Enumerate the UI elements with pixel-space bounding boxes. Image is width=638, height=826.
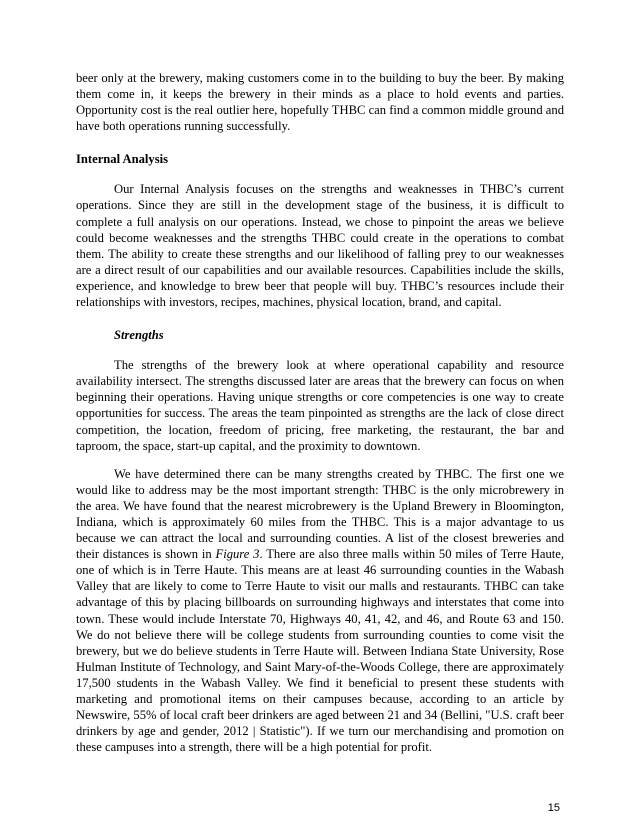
section-heading-internal-analysis: Internal Analysis (76, 152, 169, 167)
internal-analysis-paragraph: Our Internal Analysis focuses on the strengths and weaknesses in THBC’s current operations. Since they are still in the development stage of the business, it is difficult to complete a full analysis on our operations. Instead, we chose to pinpoint the areas we believe could become weaknesses and the strengths THBC could create in the operations to combat them. The ability to create these strengths and our likelihood of falling prey to our weaknesses are a direct result of our capabilities and our available resources. Capabilities include the skills, experience, and knowledge to brew beer that people will buy. THBC’s resources include their relationships with investors, recipes, machines, physical location, brand, and capital. (76, 182, 564, 310)
strengths-paragraph-2-part-2: . There are also three malls within 50 miles of Terre Haute, one of which is in Terre Haute. This means are at least 46 surrounding counties in the Wabash Valley that are likely to come to Terre Haute to visit our malls and restaurants. THBC can take advantage of this by placing billboards on surrounding highways and interstates that come into town. These would include Interstate 70, Highways 40, 41, 42, and 46, and Route 63 and 150. We do not believe there will be college students from surrounding counties to come visit the brewery, but we do believe students in Terre Haute will. Between Indiana State University, Rose Hulman Institute of Technology, and Saint Mary-of-the-Woods College, there are approximately 17,500 students in the Wabash Valley. We find it beneficial to present these students with marketing and promotional items on their campuses because, according to an article by Newswire, 55% of local craft beer drinkers are aged between 21 and 34 (Bellini, "U.S. craft beer drinkers by age and gender, 2012 | Statistic"). If we turn our merchandising and promotion on these campuses into a strength, there will be a high potential for profit. (76, 547, 564, 755)
strengths-paragraph-1: The strengths of the brewery look at where operational capability and resource availability intersect. The strengths discussed later are areas that the brewery can focus on when beginning their operations. Having unique strengths or core competencies is one way to create opportunities for success. The areas the team pinpointed as strengths are the lack of close direct competition, the location, freedom of pricing, free marketing, the restaurant, the bar and taproom, the space, start-up capital, and the proximity to downtown. (76, 358, 564, 453)
strengths-paragraph-2-part-1: We have determined there can be many strengths created by THBC. The first one we would like to address may be the most important strength: THBC is the only microbrewery in the area. We have found that the nearest microbrewery is the Upland Brewery in Bloomington, Indiana, which is approximately 60 miles from the THBC. This is a major advantage to us because we can attract the local and surrounding counties. A list of the closest breweries and their distances is shown in (76, 466, 564, 562)
strengths-paragraph-2 (76, 466, 564, 756)
page-number: 15 (547, 802, 560, 814)
subsection-heading-strengths: Strengths (114, 328, 164, 343)
document-page (76, 70, 564, 755)
figure-reference: Figure 3 (215, 547, 260, 562)
intro-paragraph: beer only at the brewery, making customers come in to the building to buy the beer. By making them come in, it keeps the brewery in their minds as a place to hold events and parties. Opportunity cost is the real outlier here, hopefully THBC can find a common middle ground and have both operations running successfully. (76, 71, 564, 134)
